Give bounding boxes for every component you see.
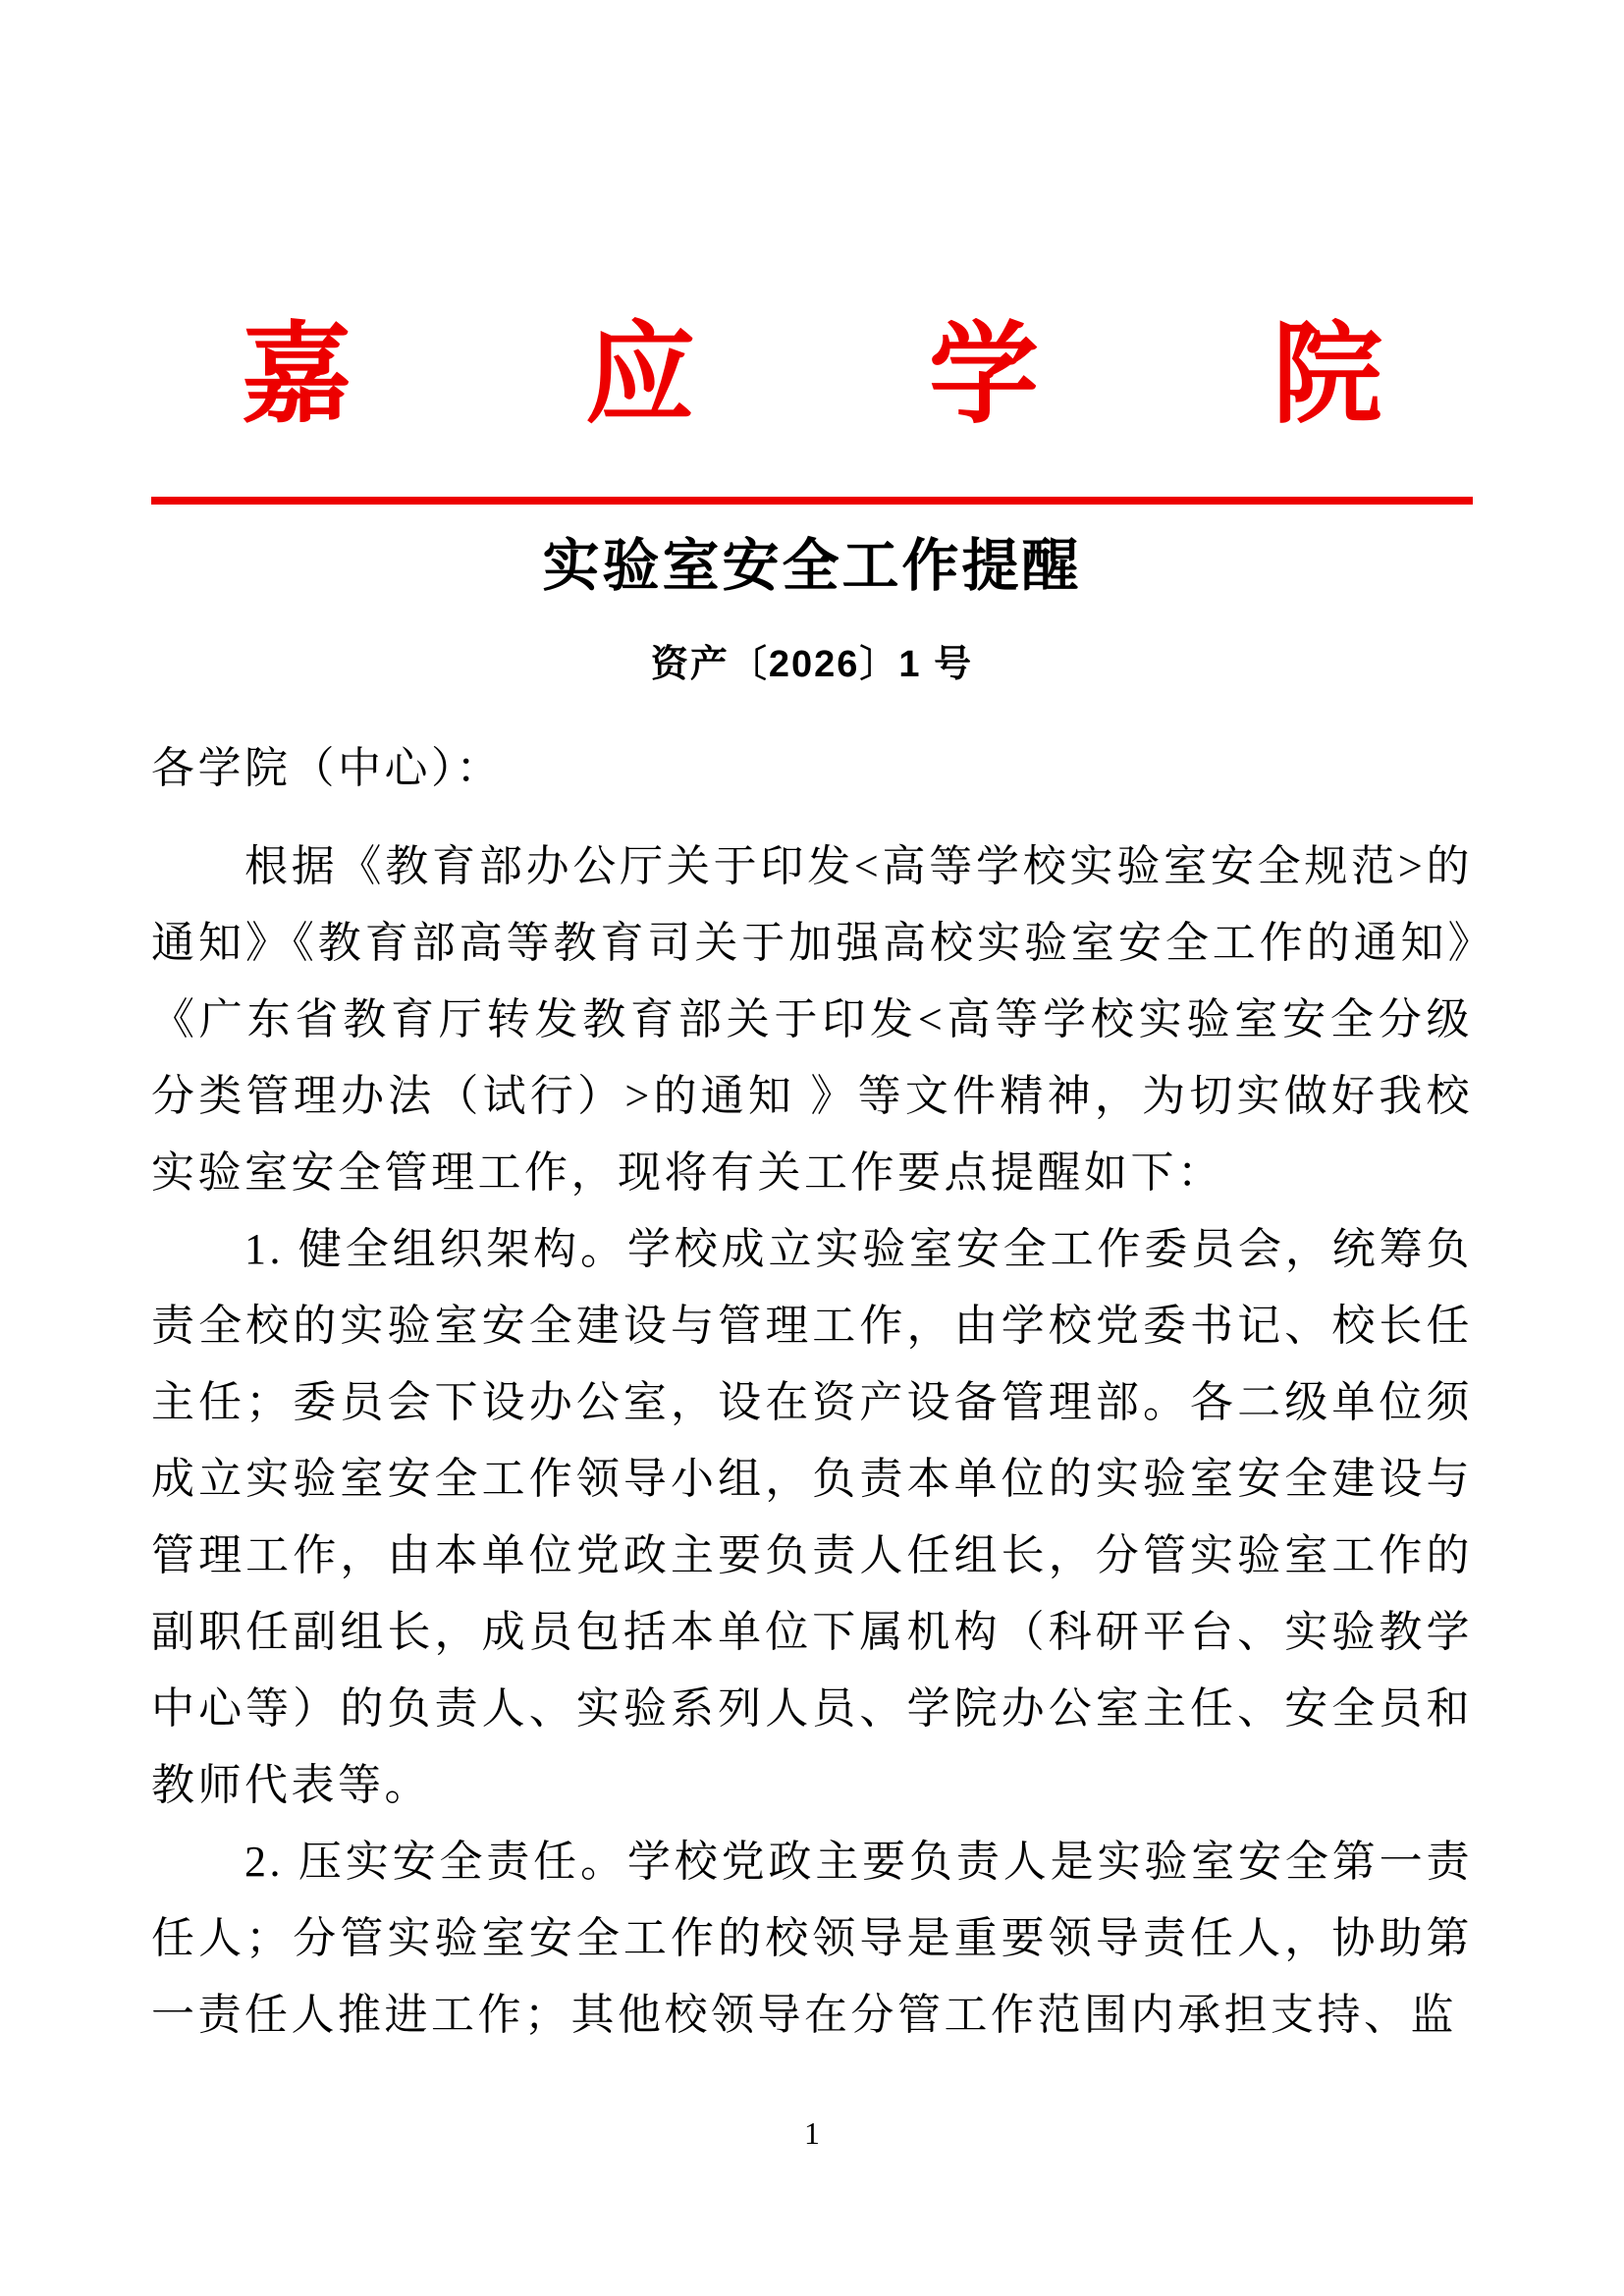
document-content	[151, 310, 1473, 2054]
body-paragraph: 1. 健全组织架构。学校成立实验室安全工作委员会，统筹负责全校的实验室安全建设与管理工作，由学校党委书记、校长任主任；委员会下设办公室，设在资产设备管理部。各二级单位须成立实验室安全工作领导小组，负责本单位的实验室安全建设与管理工作，由本单位党政主要负责人任组长，分管实验室工作的副职任副组长，成员包括本单位下属机构（科研平台、实验教学中心等）的负责人、实验系列人员、学院办公室主任、安全员和教师代表等。	[151, 1225, 1473, 1809]
university-name	[151, 310, 1473, 443]
document-body	[151, 828, 1473, 2054]
university-name-char: 应	[585, 315, 695, 437]
document-title: 实验室安全工作提醒	[542, 534, 1082, 598]
body-paragraph: 2. 压实安全责任。学校党政主要负责人是实验室安全第一责任人；分管实验室安全工作的校领导是重要领导责任人，协助第一责任人推进工作；其他校领导在分管工作范围内承担支持、监	[151, 1838, 1473, 2039]
body-paragraph: 根据《教育部办公厅关于印发<高等学校实验室安全规范>的通知》《教育部高等教育司关于加强高校实验室安全工作的通知》《广东省教育厅转发教育部关于印发<高等学校实验室安全分级分类管理办法（试行）>的通知 》等文件精神，为切实做好我校实验室安全管理工作，现将有关工作要点提醒如下：	[151, 842, 1473, 1197]
red-separator-line	[151, 497, 1473, 505]
salutation: 各学院（中心）：	[151, 744, 503, 792]
university-name-char: 学	[929, 315, 1039, 437]
document-number: 资产〔2026〕1 号	[650, 644, 974, 685]
page-number: 1	[804, 2115, 820, 2151]
university-name-char: 院	[1272, 315, 1382, 437]
university-name-char: 嘉	[242, 315, 352, 437]
